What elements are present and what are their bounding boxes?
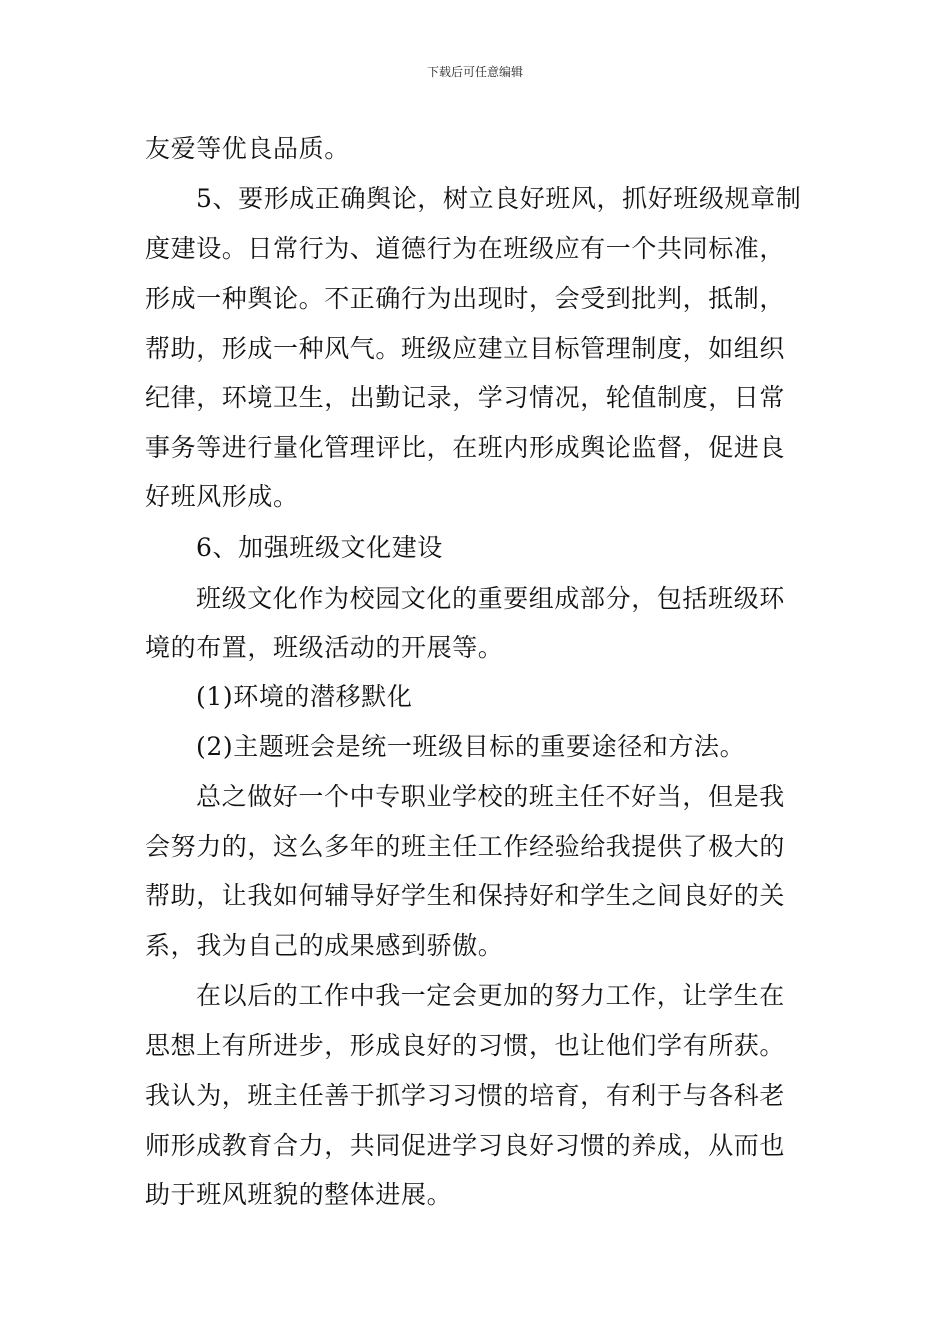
text-line: 好班风形成。 xyxy=(145,482,299,511)
text-line: 度建设。日常行为、道德行为在班级应有一个共同标准， xyxy=(145,234,786,263)
text-line: 师形成教育合力，共同促进学习良好习惯的养成，从而也 xyxy=(145,1131,786,1160)
text-line: (1)环境的潜移默化 xyxy=(196,682,413,711)
text-line: (2)主题班会是统一班级目标的重要途径和方法。 xyxy=(196,732,746,761)
text-line: 班级文化作为校园文化的重要组成部分，包括班级环 xyxy=(196,584,785,613)
text-line: 形成一种舆论。不正确行为出现时，会受到批判，抵制， xyxy=(145,284,786,313)
text-line: 帮助，形成一种风气。班级应建立目标管理制度，如组织 xyxy=(145,334,786,363)
text-line: 纪律，环境卫生，出勤记录，学习情况，轮值制度，日常 xyxy=(145,383,786,412)
text-line: 境的布置，班级活动的开展等。 xyxy=(145,633,504,662)
text-line: 我认为，班主任善于抓学习习惯的培育，有利于与各科老 xyxy=(145,1081,786,1110)
text-line: 5、要形成正确舆论，树立良好班风，抓好班级规章制 xyxy=(196,184,802,213)
text-line: 会努力的，这么多年的班主任工作经验给我提供了极大的 xyxy=(145,832,786,861)
page-header: 下载后可任意编辑 xyxy=(426,65,523,79)
text-line: 在以后的工作中我一定会更加的努力工作，让学生在 xyxy=(196,981,785,1010)
text-line: 事务等进行量化管理评比，在班内形成舆论监督，促进良 xyxy=(145,433,786,462)
text-line: 帮助，让我如何辅导好学生和保持好和学生之间良好的关 xyxy=(145,881,786,910)
text-line: 助于班风班貌的整体进展。 xyxy=(145,1180,453,1209)
text-line: 友爱等优良品质。 xyxy=(145,134,350,163)
text-line: 思想上有所进步，形成良好的习惯，也让他们学有所获。 xyxy=(145,1031,786,1060)
text-line: 总之做好一个中专职业学校的班主任不好当，但是我 xyxy=(196,782,785,811)
text-line: 6、加强班级文化建设 xyxy=(196,533,443,562)
text-line: 系，我为自己的成果感到骄傲。 xyxy=(145,931,504,960)
